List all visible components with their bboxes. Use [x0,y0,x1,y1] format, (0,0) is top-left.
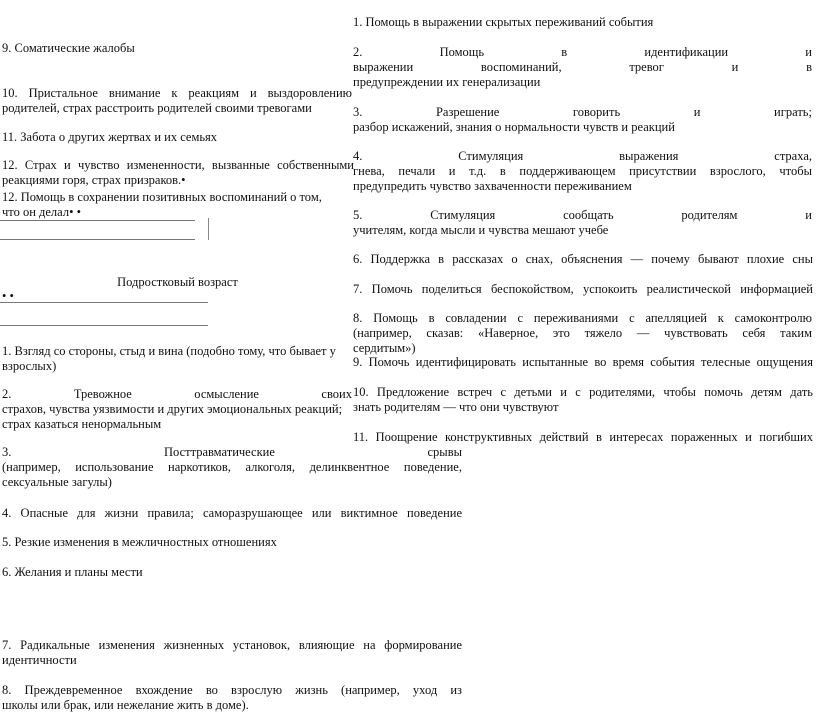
text-line: школы или брак, или нежелание жить в доме). [2,698,249,712]
item-right-2 [353,45,812,90]
item-right-8 [353,311,812,356]
text-line: 4. Стимуляция выражения страха, [353,149,812,163]
text-line: реакциями горя, страх призраков.• [2,173,186,187]
teen-item-3 [2,445,462,490]
item-left-9 [2,41,352,56]
text-line: 3. Разрешение говорить и играть; [353,105,812,119]
text-line: страх казаться ненормальным [2,417,162,431]
text-line: предупреждении их генерализации [353,75,541,89]
text-line: 5. Резкие изменения в межличностных отношениях [2,535,277,549]
text-line: сексуальные загулы) [2,475,112,489]
item-right-6 [353,252,813,267]
teen-item-8 [2,683,462,713]
text-line: 3. Посттравматические срывы [2,445,462,459]
text-line: 12. Страх и чувство измененности, вызванные собственными [2,158,354,172]
divider-line [208,218,209,240]
text-line: 2. Помощь в идентификации и [353,45,812,59]
item-right-9 [353,355,813,370]
text-line: (например, сказав: «Наверное, это тяжело — чувствовать себя таким [353,326,812,340]
text-line: 2. Тревожное осмысление своих [2,387,352,401]
item-right-7 [353,282,813,297]
item-right-11 [353,430,813,445]
text-line: 11. Поощрение конструктивных действий в интересах пораженных и погибших [353,430,813,444]
text-line: выражении воспоминаний, тревог и в [353,60,812,74]
divider-line [0,220,195,221]
teen-item-2 [2,387,352,432]
item-right-10 [353,385,813,415]
text-line: 10. Пристальное внимание к реакциям и выздоровлению [2,86,352,100]
text-line: гнева, печали и т.д. в поддерживающем присутствии взрослого, чтобы [353,164,812,178]
text-line: сердитым») [353,341,416,355]
divider-line [0,325,208,326]
item-right-5 [353,208,812,238]
section-title: Подростковый возраст [117,275,238,289]
item-right-3 [353,105,812,135]
text-line: 7. Помочь поделиться беспокойством, успокоить реалистической информацией [353,282,813,296]
item-left-12b [2,190,354,220]
item-right-1 [353,15,813,30]
text-line: 1. Помощь в выражении скрытых переживаний события [353,15,654,29]
text-line: (например, использование наркотиков, алкоголя, делинквентное поведение, [2,460,462,474]
item-right-4 [353,149,812,194]
text-line: разбор искажений, знания о нормальности чувств и реакций [353,120,675,134]
text-line: взрослых) [2,359,57,373]
divider-line [0,302,208,303]
teen-item-4 [2,506,462,521]
text-line: 12. Помощь в сохранении позитивных воспоминаний о том, [2,190,322,204]
text-line: идентичности [2,653,77,667]
text-line: что он делал• • [2,205,81,219]
teen-item-7 [2,638,462,668]
text-line: 10. Предложение встреч с детьми и с родителями, чтобы помочь детям дать [353,385,813,399]
text-line: учителям, когда мысли и чувства мешают учебе [353,223,609,237]
text-line: 5. Стимуляция сообщать родителям и [353,208,812,222]
text-line: 7. Радикальные изменения жизненных установок, влияющие на формирование [2,638,462,652]
text-line: страхов, чувства уязвимости и других эмоциональных реакций; [2,402,343,416]
text-line: 9. Соматические жалобы [2,41,135,55]
text-line: предупредить чувство захваченности переживанием [353,179,632,193]
text-line: родителей, страх расстроить родителей своими тревогами [2,101,312,115]
teen-item-6 [2,565,462,580]
bullets: • • [2,289,14,303]
text-line: 4. Опасные для жизни правила; саморазрушающее или виктимное поведение [2,506,462,520]
text-line: 9. Помочь идентифицировать испытанные во время события телесные ощущения [353,355,813,369]
text-line: 6. Поддержка в рассказах о снах, объяснения — почему бывают плохие сны [353,252,813,266]
text-line: 1. Взгляд со стороны, стыд и вина (подобно тому, что бывает у [2,344,336,358]
teen-item-1 [2,344,354,374]
divider-line [0,239,195,240]
item-left-12 [2,158,354,188]
item-left-11 [2,130,352,145]
text-line: 8. Помощь в совладении с переживаниями с апелляцией к самоконтролю [353,311,812,325]
teen-item-5 [2,535,462,550]
text-line: знать родителям — что они чувствуют [353,400,559,414]
item-left-10 [2,86,352,116]
text-line: 6. Желания и планы мести [2,565,143,579]
text-line: 11. Забота о других жертвах и их семьях [2,130,218,144]
text-line: 8. Преждевременное вхождение во взрослую жизнь (например, уход из [2,683,462,697]
